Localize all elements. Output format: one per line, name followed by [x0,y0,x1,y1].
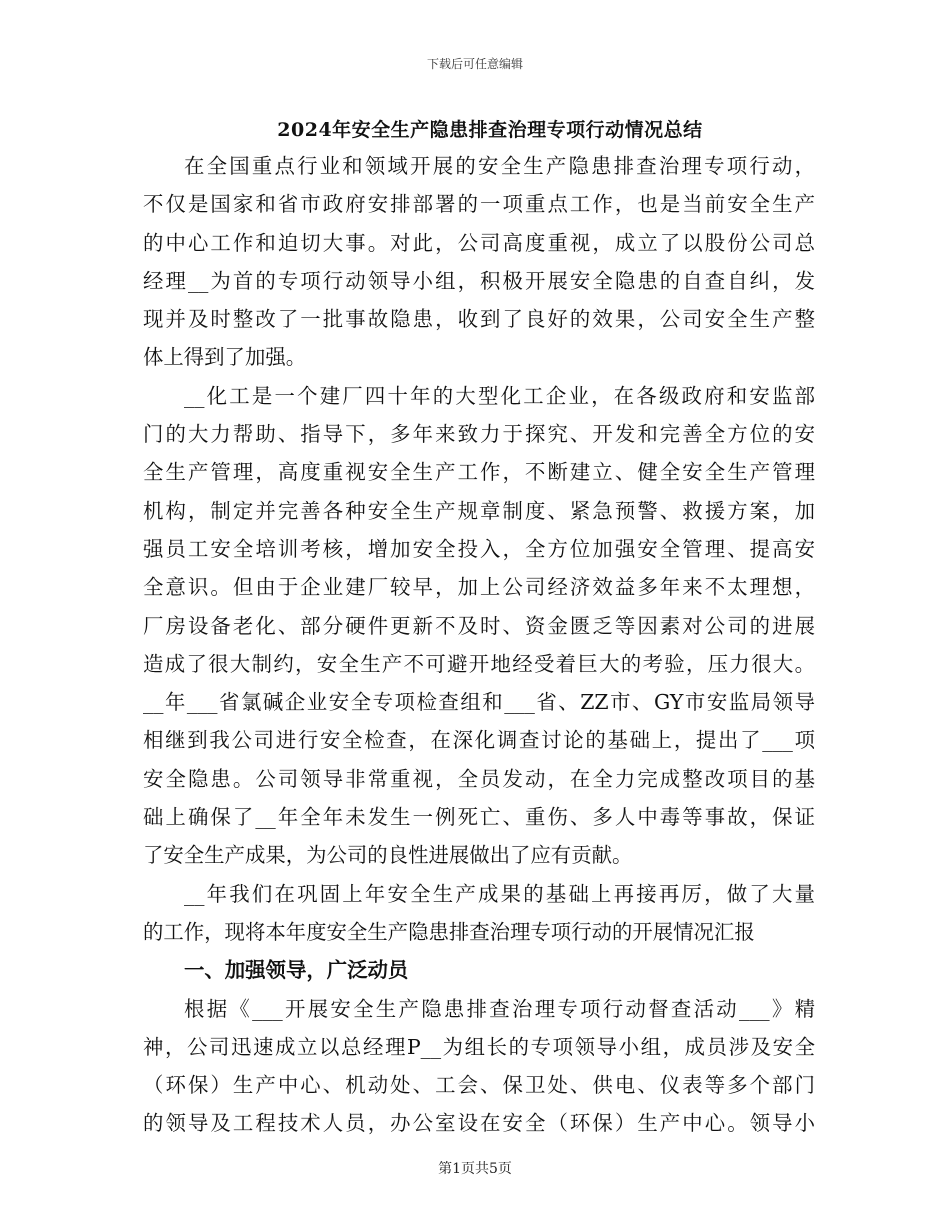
paragraph-line: 全意识。但由于企业建厂较早，加上公司经济效益多年来不太理想， [143,575,815,600]
paragraph-line: 机构，制定并完善各种安全生产规章制度、紧急预警、救援方案，加 [143,498,815,523]
paragraph-line: 在全国重点行业和领域开展的安全生产隐患排查治理专项行动， [184,154,815,178]
paragraph-line: __年___省氯碱企业安全专项检查组和___省、ZZ市、GY市安监局领导 [143,690,815,715]
paragraph-line: 厂房设备老化、部分硬件更新不及时、资金匮乏等因素对公司的进展 [143,613,815,638]
document-body [143,147,815,1143]
paragraph-line: 神，公司迅速成立以总经理P__为组长的专项领导小组，成员涉及安全 [143,1034,815,1059]
paragraph-line: 经理__为首的专项行动领导小组，积极开展安全隐患的自查自纠，发 [143,268,815,293]
paragraph-line: 体上得到了加强。 [143,345,307,370]
paragraph-line: 础上确保了__年全年未发生一例死亡、重伤、多人中毒等事故，保证 [143,805,815,830]
document-title: 2024年安全生产隐患排查治理专项行动情况总结 [277,119,703,141]
paragraph-line: 根据《___开展安全生产隐患排查治理专项行动督查活动___》精 [184,996,815,1021]
paragraph-line: 全生产管理，高度重视安全生产工作，不断建立、健全安全生产管理 [143,460,815,485]
paragraph-line: 的领导及工程技术人员，办公室设在安全（环保）生产中心。领导小 [143,1111,815,1136]
paragraph-line: 现并及时整改了一批事故隐患，收到了良好的效果，公司安全生产整 [143,307,815,332]
paragraph-line: 的工作，现将本年度安全生产隐患排查治理专项行动的开展情况汇报 [143,919,755,944]
paragraph-line: 强员工安全培训考核，增加安全投入，全方位加强安全管理、提高安 [143,536,815,561]
paragraph-line: 安全隐患。公司领导非常重视，全员发动，在全力完成整改项目的基 [143,766,815,791]
paragraph-line: 了安全生产成果，为公司的良性进展做出了应有贡献。 [143,843,633,868]
paragraph-line: __化工是一个建厂四十年的大型化工企业，在各级政府和安监部 [184,383,815,408]
paragraph-line: 不仅是国家和省市政府安排部署的一项重点工作，也是当前安全生产 [143,192,815,217]
paragraph-line: （环保）生产中心、机动处、工会、保卫处、供电、仪表等多个部门 [143,1073,815,1098]
paragraph-line: 造成了很大制约，安全生产不可避开地经受着巨大的考验，压力很大。 [143,651,815,676]
section-heading: 一、加强领导，广泛动员 [184,958,409,983]
paragraph-line: 的中心工作和迫切大事。对此，公司高度重视，成立了以股份公司总 [143,230,815,255]
paragraph-line: 门的大力帮助、指导下，多年来致力于探究、开发和完善全方位的安 [143,422,815,447]
header-note: 下载后可任意编辑 [426,57,523,71]
paragraph-line: 相继到我公司进行安全检查，在深化调查讨论的基础上，提出了___项 [143,728,815,753]
page-indicator: 第1页共5页 [438,1161,512,1177]
paragraph-line: __年我们在巩固上年安全生产成果的基础上再接再厉，做了大量 [184,881,815,906]
